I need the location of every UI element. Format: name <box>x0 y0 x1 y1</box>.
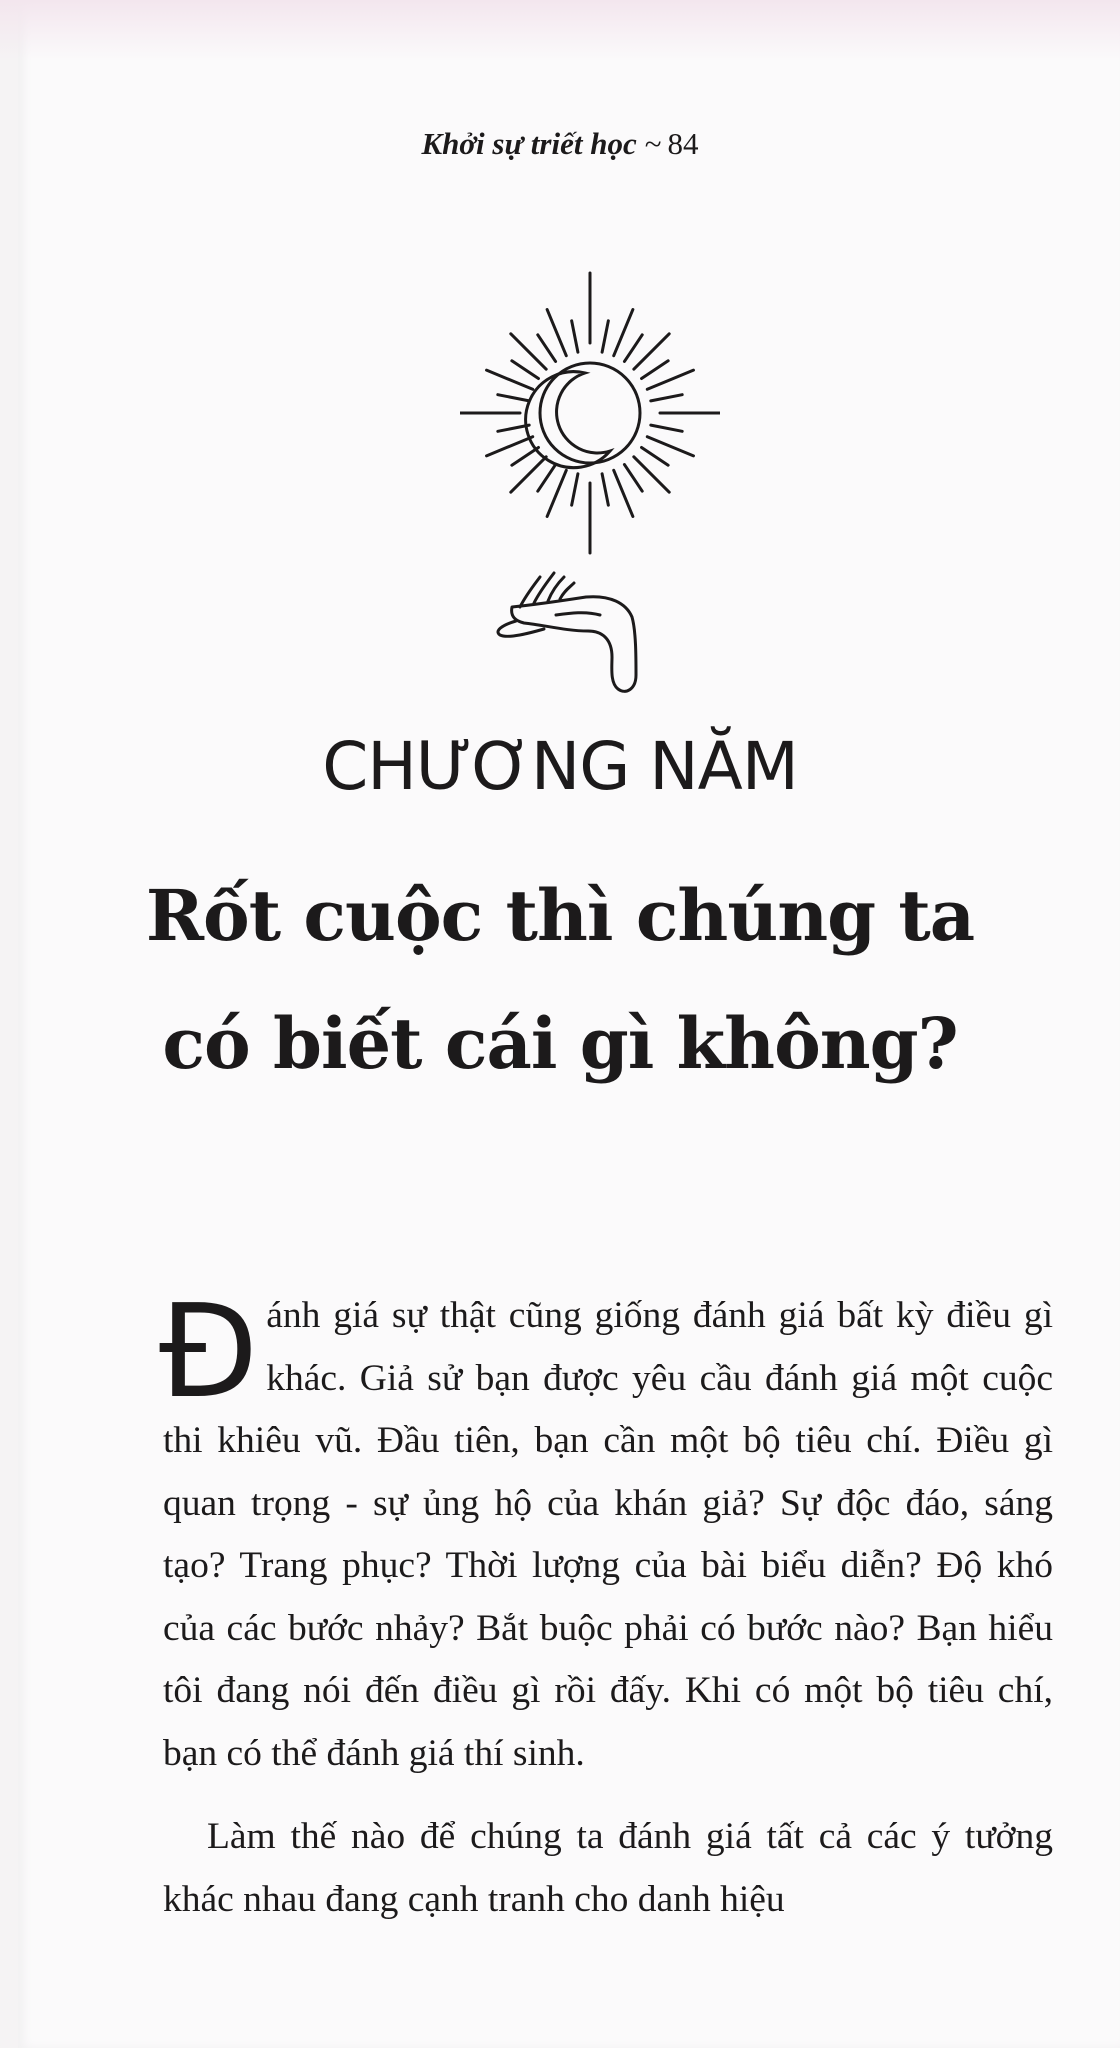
chapter-title <box>0 852 1120 1108</box>
open-hand-icon <box>498 573 636 691</box>
chapter-label: CHƯƠNG NĂM <box>322 728 798 805</box>
body-text <box>159 1278 1053 1931</box>
page-number: 84 <box>667 126 699 161</box>
chapter-emblem <box>460 265 720 705</box>
paragraph-1-text: ánh giá sự thật cũng giống đánh giá bất kỳ điều gì khác. Giả sử bạn được yêu cầu đánh giá một cuộc thi khiêu vũ. Đầu tiên, bạn cần một bộ tiêu chí. Điều gì quan trọng - sự ủng hộ của khán giả? Sự độc đáo, sáng tạo? Trang phục? Thời lượng của bài biểu diễn? Độ khó của các bước nhảy? Bắt buộc phải có bước nào? Bạn hiểu tôi đang nói đến điều gì rồi đấy. Khi có một bộ tiêu chí, bạn có thể đánh giá thí sinh. <box>163 1295 1053 1774</box>
page-edge-tint <box>0 0 1120 60</box>
header-separator: ~ <box>644 126 662 161</box>
paragraph-2: Làm thế nào để chúng ta đánh giá tất cả các ý tưởng khác nhau đang cạnh tranh cho danh hiệu <box>163 1816 1053 1920</box>
chapter-title-line-2: có biết cái gì không? <box>162 1002 958 1085</box>
drop-cap: Đ <box>159 1278 259 1427</box>
chapter-title-line-1: Rốt cuộc thì chúng ta <box>145 874 975 957</box>
sun-moon-icon <box>460 273 720 553</box>
book-title: Khởi sự triết học <box>421 126 637 161</box>
running-header <box>0 126 1120 162</box>
paragraph-1 <box>159 1278 1053 1785</box>
